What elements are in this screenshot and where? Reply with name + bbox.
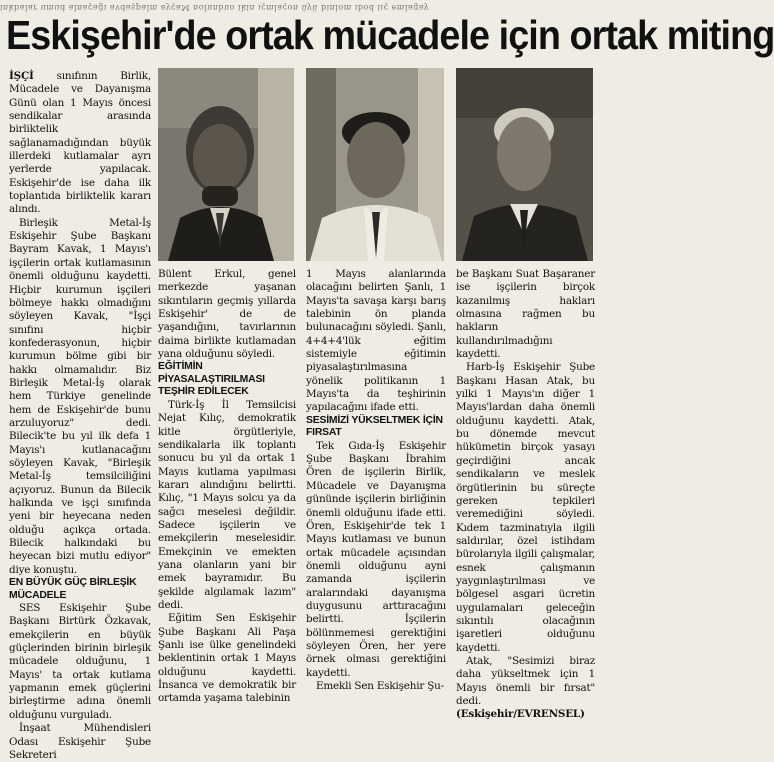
paragraph: Harb-İş Eskişehir Şube Başkanı Hasan Atak, bu yılki 1 Mayıs'ın diğer 1 Mayıs'lardan daha önemli olduğunu kaydetti. Atak, bu dönemde mevcut hükümetin birçok yasayı geçirdiğini ancak sendikaların ve meslek örgütlerinin bu süreçte gereken tepkileri veremediğini söyledi. Kıdem tazminatıyla ilgili saldırılar, özel istihdam bürolarıyla ilgili çalışmalar, esnek çalışmanın yaygınlaştırılması ve bölgesel asgari ücretin uygulamaları geleceğin sıkıntılı olacağının işaretleri olduğunu kaydetti. xyxy=(456,361,595,654)
paragraph: Tek Gıda-İş Eskişehir Şube Başkanı İbrahim Ören de işçilerin Birlik, Mücadele ve Dayanışma gününde işçilerin birliğinin önemli olduğunu ifade etti. Ören, Eskişehir'de tek 1 Mayıs kutlaması ve bunun ortak mücadele açısından önemli olduğunu ayni zamanda işçilerin aralarındaki dayanışma duygusunu arttıracağını belirtti. İşçilerin bölünmemesi gerektiğini söyleyen Ören, her yere örnek olması gerektiğini kaydetti. xyxy=(306,439,446,679)
paragraph: Emekli Sen Eskişehir Şu- xyxy=(316,679,444,692)
paragraph: Eğitim Sen Eskişehir Şube Başkanı Ali Paşa Şanlı ise ülke genelindeki beklentinin ortak 1 Mayıs olduğunu kaydetti. İnsanca ve demokratik bir ortamda yaşama talebinin xyxy=(158,612,296,705)
article-column-2 xyxy=(158,268,296,706)
article-column-4 xyxy=(456,268,595,722)
article-column-1 xyxy=(9,70,151,762)
subheading: EN BÜYÜK GÜÇ BİRLEŞİK MÜCADELE xyxy=(9,577,137,601)
paragraph: İŞÇİ sınıfının Birlik, Mücadele ve Dayanışma Günü olan 1 Mayıs öncesi sendikalar arasında birliktelik sağlanamadığından büyük illerdeki kutlamalar ayrı yerlerde yapılacak. Eskişehir'de ise daha ilk toplantıda birliktelik kararı alındı. xyxy=(9,70,151,216)
paragraph: SES Eskişehir Şube Başkanı Birtürk Özkavak, emekçilerin en büyük güçlerinden birinin birleşik mücadele olduğunu, 1 Mayıs' ta ortak kutlama yapmanın emek güçlerini birleştirme adına önemli olduğunu vurguladı. xyxy=(9,602,151,721)
paragraph: Atak, "Sesimizi biraz daha yükseltmek için 1 Mayıs önemli bir fırsat" dedi. xyxy=(456,654,595,707)
lead-word: İŞÇİ xyxy=(9,70,34,82)
paragraph: Türk-İş İl Temsilcisi Nejat Kılıç, demokratik kitle örgütleriyle, sendikalarla ilk toplantı sonucu bu yıl da ortak 1 Mayıs kutlama yapılması kararı alındığını belirtti. Kılıç, "1 Mayıs solcu ya da sağcı meselesi değildir. Sadece işçilerin ve emekçilerin meselesidir. Emekçinin ve emekten yana olanların yani bir emek bayramıdır. Bu şekilde algılamak lazım" dedi. xyxy=(158,398,296,612)
paragraph: İnşaat Mühendisleri Odası Eskişehir Şube Sekreteri xyxy=(9,722,151,761)
paragraph: Birleşik Metal-İş Eskişehir Şube Başkanı Bayram Kavak, 1 Mayıs'ı işçilerin ortak kutlamasının önemli olduğunu kaydetti. Hiçbir kurumun işçileri bölmeye hakkı olmadığını söyleyen Kavak, "İşçi sınıfını hiçbir konfederasyonun, hiçbir kurumun bölme gibi bir hakkı olmamalıdır. Biz Birleşik Metal-İş olarak hem Türkiye genelinde hem de Eskişehir'de bunu arzuluyoruz" dedi. Bilecik'te bu yıl ilk defa 1 Mayıs'ı kutlanacağını söyleyen Kavak, "Birleşik Metal-İş temsilciliğini açıyoruz. Bunun da Bilecik halkında ve işçi sınıfında yeni bir heyecana neden olduğu açıkça ortada. Bilecik halkındaki bu heyecan bizi mutlu ediyor" diye konuştu. xyxy=(9,216,151,576)
paragraph: be Başkanı Suat Başaraner ise işçilerin birçok kazanılmış hakları olmasına rağmen bu hakların kullandırılmadığını kaydetti. xyxy=(456,268,595,361)
headline: Eskişehir'de ortak mücadele için ortak miting xyxy=(6,12,774,58)
subheading: EĞİTİMİN PİYASALAŞTIRILMASI TEŞHİR EDİLECEK xyxy=(158,361,265,398)
byline-signature: (Eskişehir/EVRENSEL) xyxy=(456,708,585,721)
previous-article-strip: inkbalar umud alnaçağı avdaşpalm ayçaM nolunbuo ikin ıçmlaçon üyü binlom ıbod iıç emlagay xyxy=(0,3,430,12)
subheading: SESİMİZİ YÜKSELTMEK İÇİN FIRSAT xyxy=(306,414,443,439)
paragraph: Bülent Erkul, genel merkezde yaşanan sıkıntıların geçmiş yıllarda Eskişehir' de de yaşandığını, tavırlarının daima birlikte kutlamadan yana olduğunu söyledi. xyxy=(158,268,296,361)
paragraph: 1 Mayıs alanlarında olacağını belirten Şanlı, 1 Mayıs'ta savaşa karşı barış talebinin ön planda bulunacağını söyledi. Şanlı, 4+4+4'lük eğitim sistemiyle eğitimin piyasalaştırılmasına yönelik politikanın 1 Mayıs'ta da teşhirinin yapılacağını ifade etti. xyxy=(306,268,446,414)
article-column-3 xyxy=(306,268,446,693)
photo-suat-basaraner xyxy=(456,68,593,261)
photo-bulent-erkul xyxy=(158,68,294,261)
photo-ibrahim-oren xyxy=(306,68,444,261)
